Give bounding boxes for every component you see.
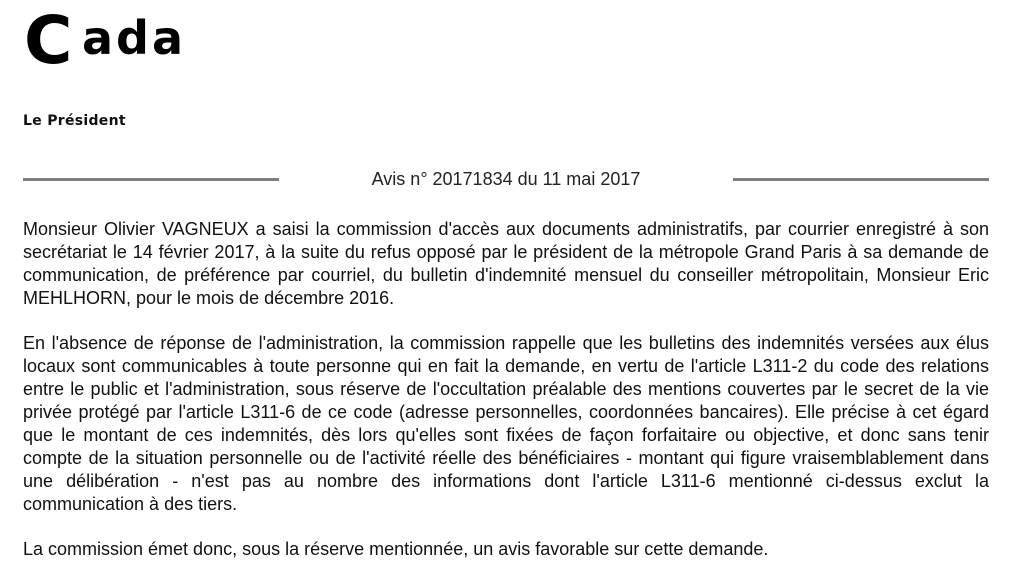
paragraph-conclusion: La commission émet donc, sous la réserve mentionnée, un avis favorable sur cette demande.	[23, 539, 769, 559]
paragraph-analyse: En l'absence de réponse de l'administration, la commission rappelle que les bulletins des indemnités versées aux élus locaux sont communicables à toute personne qui en fait la demande, en vertu de l'article L311-2 du code des relations entre le public et l'administration, sous réserve de l'occultation préalable des mentions couvertes par le secret de la vie privée protégé par l'article L311-6 de ce code (adresse personnelles, coordonnées bancaires). Elle précise à cet égard que le montant de ces indemnités, dès lors qu'elles sont fixées de façon forfaitaire ou objective, et donc sans tenir compte de la situation personnelle ou de l'activité réelle des bénéficiaires - montant qui figure vraisemblablement dans une délibération - n'est pas au nombre des informations dont l'article L311-6 mentionné ci-dessus exclut la communication à des tiers.	[23, 333, 989, 514]
logo-initial: C	[24, 2, 73, 79]
signatory-title: Le Président	[23, 113, 126, 129]
avis-body	[23, 218, 989, 583]
right-divider	[733, 178, 989, 181]
paragraph-saisine: Monsieur Olivier VAGNEUX a saisi la commission d'accès aux documents administratifs, par courrier enregistré à son secrétariat le 14 février 2017, à la suite du refus opposé par le président de la métropole Grand Paris à sa demande de communication, de préférence par courriel, du bulletin d'indemnité mensuel du conseiller métropolitain, Monsieur Eric MEHLHORN, pour le mois de décembre 2016.	[23, 219, 989, 308]
logo-text: ada	[82, 11, 187, 65]
left-divider	[23, 178, 279, 181]
avis-header	[23, 166, 989, 192]
avis-title: Avis n° 20171834 du 11 mai 2017	[371, 169, 641, 189]
